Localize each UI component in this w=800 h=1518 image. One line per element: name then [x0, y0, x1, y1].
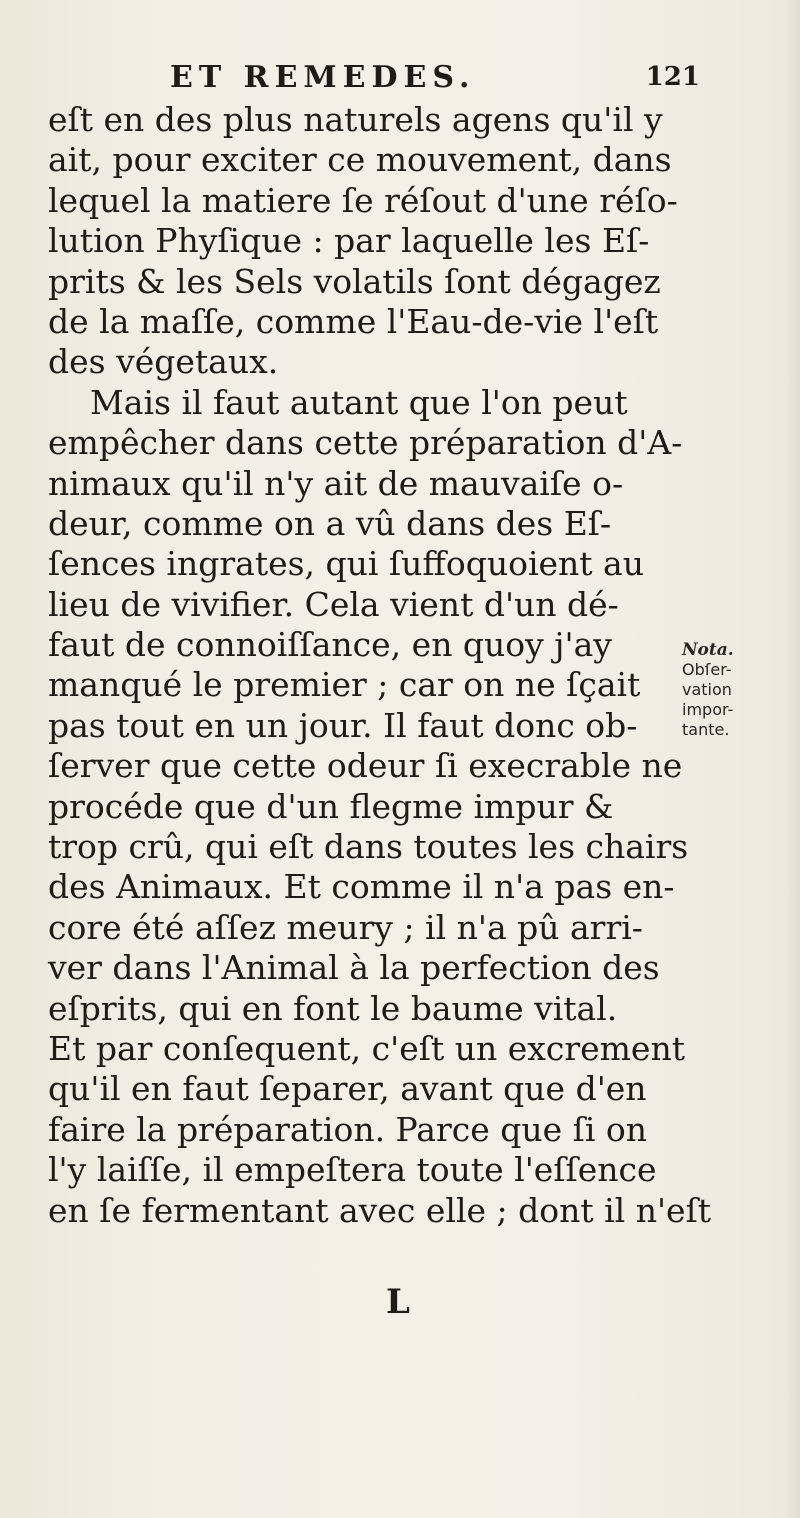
text-line: ſerver que cette odeur ſi execrable ne: [48, 746, 683, 786]
text-line: eſt en des plus naturels agens qu'il y: [48, 100, 663, 139]
text-line: lieu de vivifier. Cela vient d'un dé-: [48, 584, 619, 624]
margin-note: [682, 640, 792, 740]
signature-mark: L: [386, 1282, 410, 1322]
text-line: lution Phyſique : par laquelle les Eſ-: [48, 221, 650, 261]
text-line: prits & les Sels volatils ſont dégagez: [48, 261, 661, 301]
text-line: Mais il faut autant que l'on peut: [90, 382, 628, 422]
text-line: en ſe fermentant avec elle ; dont il n'eſt: [48, 1190, 712, 1230]
margin-note-line: impor-: [682, 700, 734, 719]
margin-note-line: vation: [682, 680, 732, 699]
margin-note-line: Nota.: [682, 640, 734, 660]
text-line: de la maſſe, comme l'Eau-de-vie l'eſt: [48, 301, 659, 341]
text-line: deur, comme on a vû dans des Eſ-: [48, 503, 612, 543]
text-line: eſprits, qui en font le baume vital.: [48, 988, 618, 1028]
text-line: nimaux qu'il n'y ait de mauvaiſe o-: [48, 463, 624, 503]
text-line: des Animaux. Et comme il n'a pas en-: [48, 867, 675, 907]
text-line: ver dans l'Animal à la perfection des: [48, 948, 660, 988]
text-line: qu'il en faut ſeparer, avant que d'en: [48, 1069, 647, 1109]
margin-note-line: tante.: [682, 720, 730, 739]
text-line: Et par conſequent, c'eſt un excrement: [48, 1028, 685, 1068]
text-line: des végetaux.: [48, 342, 279, 382]
text-line: ſences ingrates, qui ſuffoquoient au: [48, 544, 644, 584]
text-line: manqué le premier ; car on ne ſçait: [48, 665, 641, 705]
running-head: ET REMEDES.: [170, 60, 476, 95]
text-line: faut de connoiſſance, en quoy j'ay: [48, 625, 612, 665]
text-line: empêcher dans cette préparation d'A-: [48, 423, 683, 463]
text-line: faire la préparation. Parce que ſi on: [48, 1109, 647, 1149]
text-line: trop crû, qui eſt dans toutes les chairs: [48, 827, 689, 867]
text-line: procéde que d'un flegme impur &: [48, 786, 614, 826]
page-edge-shadow: [786, 0, 800, 1518]
text-line: l'y laiſſe, il empeſtera toute l'eſſence: [48, 1150, 657, 1190]
page-number: 121: [645, 62, 700, 92]
page-header: [140, 60, 700, 100]
text-line: ait, pour exciter ce mouvement, dans: [48, 140, 672, 180]
text-line: pas tout en un jour. Il faut donc ob-: [48, 705, 638, 745]
text-line: lequel la matiere ſe réſout d'une réſo-: [48, 180, 678, 220]
text-line: core été aſſez meury ; il n'a pû arri-: [48, 907, 643, 947]
margin-note-line: Obſer-: [682, 660, 732, 679]
